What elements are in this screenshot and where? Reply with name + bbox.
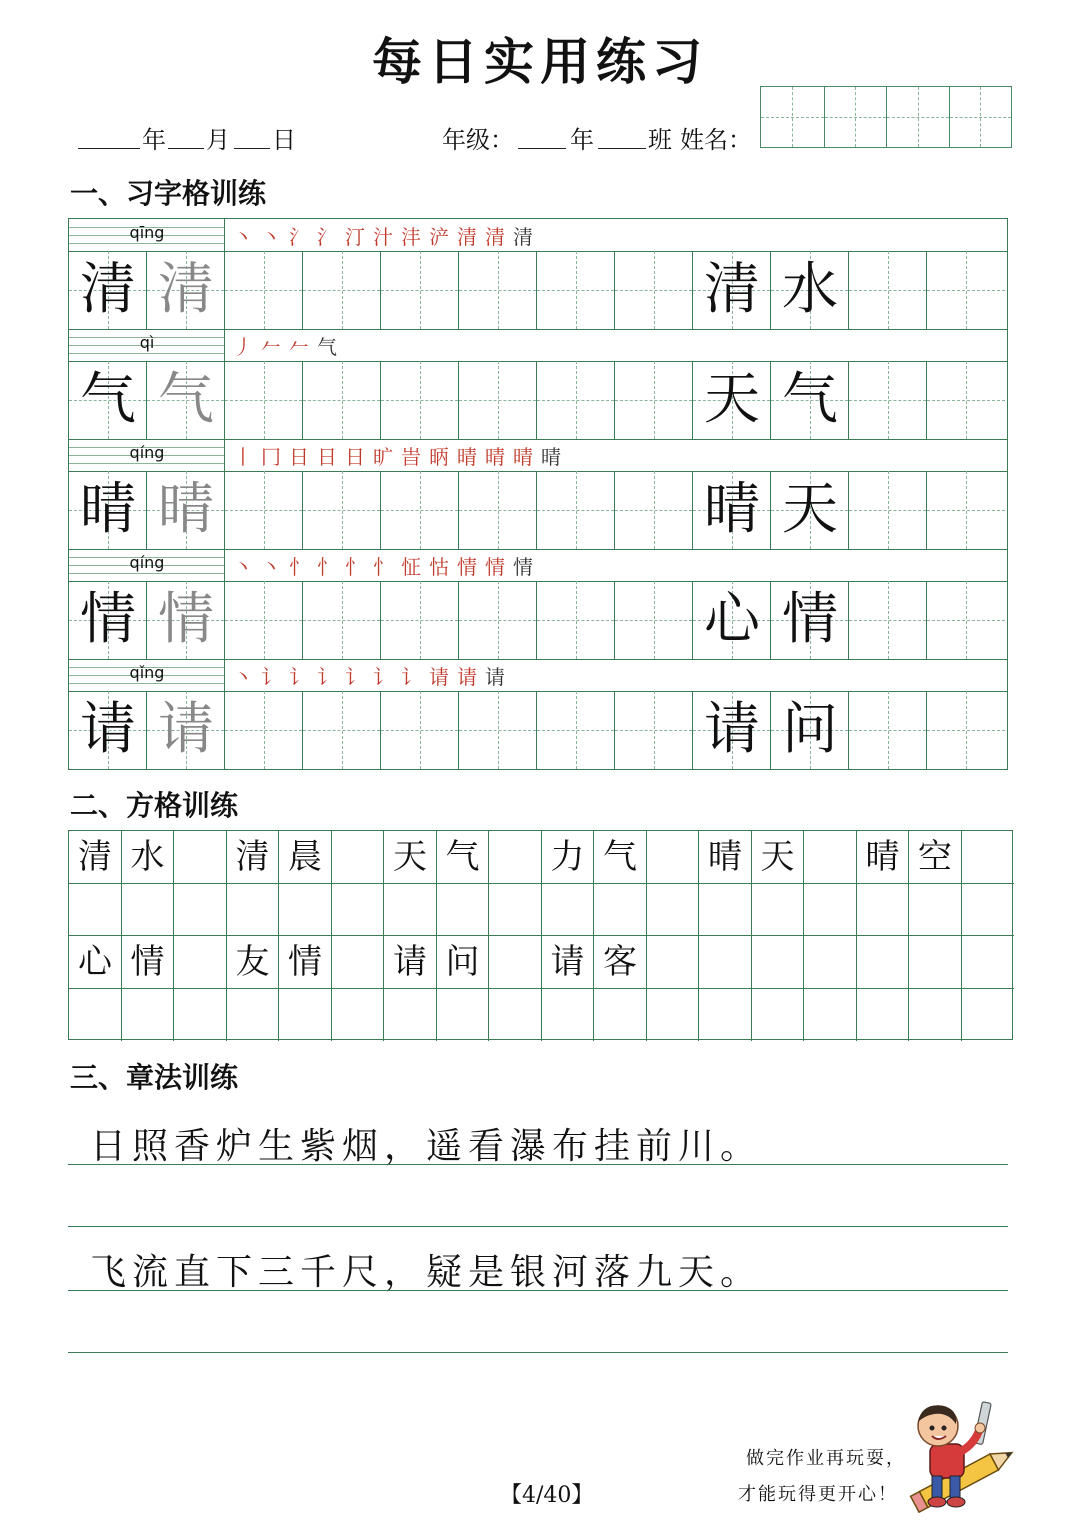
grade-year-label: 年 xyxy=(570,126,594,154)
tian-grid-cell[interactable] xyxy=(537,581,615,659)
stroke-step: 晴 xyxy=(485,445,513,469)
square-cell[interactable] xyxy=(279,884,332,937)
tian-grid-cell[interactable] xyxy=(381,361,459,439)
model-character: 心 xyxy=(704,587,760,652)
stroke-step: 日 xyxy=(317,445,345,469)
stroke-step: 丶 xyxy=(261,555,289,579)
model-character: 天 xyxy=(782,477,838,542)
word-character: 晴 xyxy=(708,837,742,877)
square-cell[interactable] xyxy=(647,936,700,989)
model-character: 清 xyxy=(80,257,136,322)
stroke-step: 清 xyxy=(513,225,541,249)
pinyin-text: qì xyxy=(139,333,155,352)
pinyin-row xyxy=(69,329,1007,362)
stroke-step: 清 xyxy=(457,225,485,249)
tian-grid-cell[interactable] xyxy=(381,691,459,769)
square-cell[interactable] xyxy=(647,989,700,1042)
stroke-step: 晴 xyxy=(513,445,541,469)
word-character: 力 xyxy=(550,837,585,877)
stroke-step: 氵 xyxy=(289,225,317,249)
stroke-step: 浐 xyxy=(429,225,457,249)
class-blank[interactable] xyxy=(598,148,646,149)
stroke-step: 清 xyxy=(485,225,513,249)
tian-grid-cell[interactable] xyxy=(849,361,927,439)
square-cell[interactable] xyxy=(647,831,700,884)
tian-grid-cell[interactable] xyxy=(459,361,537,439)
tian-grid-cell[interactable] xyxy=(225,581,303,659)
tian-grid-cell[interactable] xyxy=(849,691,927,769)
model-character: 请 xyxy=(704,697,760,762)
square-cell[interactable] xyxy=(962,989,1015,1042)
square-cell[interactable] xyxy=(962,884,1015,937)
word-character: 心 xyxy=(78,942,112,982)
model-character: 气 xyxy=(80,367,136,432)
word-character: 问 xyxy=(445,942,480,982)
tian-grid-cell[interactable] xyxy=(849,251,927,329)
square-cell[interactable] xyxy=(594,884,647,937)
square-cell[interactable] xyxy=(542,989,595,1042)
stroke-step: 氵 xyxy=(317,225,345,249)
stroke-step: 昞 xyxy=(429,445,457,469)
square-cell[interactable] xyxy=(332,989,385,1042)
tian-grid-cell xyxy=(147,361,225,439)
stroke-step: 情 xyxy=(513,555,541,579)
trace-character: 气 xyxy=(158,367,214,432)
tian-grid-cell[interactable] xyxy=(303,581,381,659)
square-cell[interactable] xyxy=(857,936,910,989)
stroke-step: 晴 xyxy=(457,445,485,469)
cartoon-boy-icon xyxy=(900,1398,1025,1513)
pinyin-row xyxy=(69,549,1007,582)
tian-grid-cell[interactable] xyxy=(459,251,537,329)
tian-grid-cell[interactable] xyxy=(615,691,693,769)
pinyin-text: qīng xyxy=(129,223,165,242)
tian-grid-cell[interactable] xyxy=(459,471,537,549)
tian-grid-cell xyxy=(771,251,849,329)
name-box[interactable] xyxy=(760,86,1012,148)
writing-line xyxy=(68,1226,1008,1227)
square-cell[interactable] xyxy=(174,989,227,1042)
pinyin-row xyxy=(69,659,1007,692)
pinyin-text: qíng xyxy=(129,553,165,572)
character-row xyxy=(69,581,1007,660)
tian-grid-cell xyxy=(771,581,849,659)
square-cell[interactable] xyxy=(384,989,437,1042)
square-cell[interactable] xyxy=(227,884,280,937)
tian-grid-cell xyxy=(147,581,225,659)
grade-blank[interactable] xyxy=(518,148,566,149)
square-cell[interactable] xyxy=(174,884,227,937)
stroke-step: 讠 xyxy=(261,665,289,689)
stroke-step: 沣 xyxy=(401,225,429,249)
model-character: 问 xyxy=(782,697,838,762)
stroke-step: 旹 xyxy=(401,445,429,469)
stroke-step: 丶 xyxy=(233,555,261,579)
tian-grid-cell[interactable] xyxy=(459,581,537,659)
tian-grid-cell[interactable] xyxy=(615,251,693,329)
square-cell[interactable] xyxy=(174,831,227,884)
square-cell[interactable] xyxy=(69,884,122,937)
poem-line-2: 飞流直下三千尺，疑是银河落九天。 xyxy=(90,1252,763,1293)
grade-label: 年级： xyxy=(442,126,514,154)
tian-grid-cell[interactable] xyxy=(381,471,459,549)
square-cell[interactable] xyxy=(857,884,910,937)
stroke-step: 日 xyxy=(289,445,317,469)
stroke-step: 日 xyxy=(345,445,373,469)
square-cell[interactable] xyxy=(174,936,227,989)
model-character: 情 xyxy=(80,587,136,652)
stroke-step: 讠 xyxy=(373,665,401,689)
stroke-step: 忄 xyxy=(373,555,401,579)
tian-grid-cell[interactable] xyxy=(225,251,303,329)
stroke-step: 旷 xyxy=(373,445,401,469)
day-label: 日 xyxy=(272,126,296,154)
stroke-step: 丶 xyxy=(233,225,261,249)
stroke-step: 汁 xyxy=(373,225,401,249)
square-cell[interactable] xyxy=(752,989,805,1042)
stroke-order xyxy=(233,661,513,690)
word-character: 天 xyxy=(760,837,795,877)
stroke-step: 𠂉 xyxy=(289,335,317,359)
tian-grid-cell[interactable] xyxy=(303,471,381,549)
tian-grid-cell xyxy=(147,251,225,329)
model-character: 晴 xyxy=(704,477,760,542)
square-cell[interactable] xyxy=(332,936,385,989)
tian-grid-cell xyxy=(69,361,147,439)
slogan-line-2: 才能玩得更开心！ xyxy=(738,1484,898,1505)
square-cell[interactable] xyxy=(699,936,752,989)
tian-grid-cell[interactable] xyxy=(615,361,693,439)
tian-grid-cell[interactable] xyxy=(927,471,1005,549)
tian-grid-cell xyxy=(693,471,771,549)
tian-grid-cell xyxy=(771,691,849,769)
square-cell[interactable] xyxy=(489,831,542,884)
tian-grid-cell xyxy=(693,581,771,659)
model-character: 水 xyxy=(782,257,838,322)
square-grid xyxy=(68,830,1013,1040)
character-row xyxy=(69,361,1007,440)
model-character: 晴 xyxy=(80,477,136,542)
square-cell[interactable] xyxy=(804,884,857,937)
tian-grid-cell[interactable] xyxy=(927,251,1005,329)
section3-title: 三、章法训练 xyxy=(70,1061,239,1094)
tian-grid-cell[interactable] xyxy=(615,581,693,659)
stroke-step: 讠 xyxy=(317,665,345,689)
character-row xyxy=(69,691,1007,769)
word-character: 清 xyxy=(78,837,112,877)
word-character: 客 xyxy=(603,942,637,982)
character-row xyxy=(69,251,1007,330)
stroke-step: 忄 xyxy=(317,555,345,579)
stroke-step: 讠 xyxy=(289,665,317,689)
page-title: 每日实用练习 xyxy=(372,32,708,91)
stroke-order xyxy=(233,441,569,470)
square-cell[interactable] xyxy=(804,936,857,989)
square-cell[interactable] xyxy=(489,989,542,1042)
square-cell[interactable] xyxy=(962,831,1015,884)
word-character: 友 xyxy=(235,942,270,982)
stroke-step: 丶 xyxy=(233,665,261,689)
model-character: 清 xyxy=(704,257,760,322)
tian-grid-cell xyxy=(69,471,147,549)
pinyin-text: qǐng xyxy=(129,663,165,682)
tian-grid-cell[interactable] xyxy=(381,251,459,329)
trace-character: 清 xyxy=(158,257,214,322)
poem-line-1: 日照香炉生紫烟，遥看瀑布挂前川。 xyxy=(90,1126,763,1167)
square-cell[interactable] xyxy=(752,884,805,937)
stroke-step: 情 xyxy=(457,555,485,579)
square-cell[interactable] xyxy=(647,884,700,937)
stroke-step: 𠂉 xyxy=(261,335,289,359)
year-blank[interactable] xyxy=(78,148,140,149)
stroke-step: 请 xyxy=(485,665,513,689)
tian-grid-cell[interactable] xyxy=(303,361,381,439)
pinyin-row xyxy=(69,439,1007,472)
stroke-step: 忄 xyxy=(289,555,317,579)
pinyin-row xyxy=(69,219,1007,252)
section2-title: 二、方格训练 xyxy=(70,789,239,822)
slogan-line-1: 做完作业再玩耍， xyxy=(746,1448,906,1469)
stroke-step: 忄 xyxy=(345,555,373,579)
model-character: 情 xyxy=(782,587,838,652)
month-blank[interactable] xyxy=(168,148,204,149)
tian-grid-cell[interactable] xyxy=(537,471,615,549)
word-character: 清 xyxy=(235,837,270,877)
tian-grid-cell[interactable] xyxy=(225,691,303,769)
model-character: 气 xyxy=(782,367,838,432)
class-label: 班 xyxy=(648,126,672,154)
word-character: 情 xyxy=(130,942,165,982)
stroke-order xyxy=(233,221,541,250)
square-cell[interactable] xyxy=(437,884,490,937)
square-cell[interactable] xyxy=(489,936,542,989)
word-character: 天 xyxy=(393,837,427,877)
stroke-step: 汀 xyxy=(345,225,373,249)
stroke-step: 怙 xyxy=(429,555,457,579)
word-character: 气 xyxy=(445,837,480,877)
stroke-order xyxy=(233,551,541,580)
stroke-step: 怔 xyxy=(401,555,429,579)
tian-grid-cell[interactable] xyxy=(849,471,927,549)
writing-line xyxy=(68,1164,1008,1165)
word-character: 晴 xyxy=(865,837,900,877)
tian-grid-cell[interactable] xyxy=(537,361,615,439)
tian-grid-cell xyxy=(693,361,771,439)
square-cell[interactable] xyxy=(69,989,122,1042)
tian-grid-cell[interactable] xyxy=(927,361,1005,439)
tian-grid-cell xyxy=(69,691,147,769)
word-character: 情 xyxy=(288,942,322,982)
stroke-step: 丿 xyxy=(233,335,261,359)
tian-grid-cell[interactable] xyxy=(225,361,303,439)
word-character: 空 xyxy=(918,837,952,877)
tian-grid-cell[interactable] xyxy=(537,691,615,769)
stroke-step: 晴 xyxy=(541,445,569,469)
square-cell[interactable] xyxy=(384,884,437,937)
stroke-order xyxy=(233,331,345,360)
tian-grid-cell[interactable] xyxy=(459,691,537,769)
tian-grid-cell[interactable] xyxy=(537,251,615,329)
square-cell[interactable] xyxy=(699,989,752,1042)
page-number: 【4/40】 xyxy=(500,1483,594,1508)
trace-character: 情 xyxy=(158,587,214,652)
square-cell[interactable] xyxy=(489,884,542,937)
tian-grid-cell xyxy=(147,471,225,549)
tian-grid-cell xyxy=(69,251,147,329)
square-cell[interactable] xyxy=(699,884,752,937)
tian-grid-cell[interactable] xyxy=(303,691,381,769)
day-blank[interactable] xyxy=(234,148,270,149)
stroke-step: 请 xyxy=(457,665,485,689)
stroke-step: 丨 xyxy=(233,445,261,469)
writing-line xyxy=(68,1352,1008,1353)
stroke-step: 气 xyxy=(317,335,345,359)
square-cell[interactable] xyxy=(909,884,962,937)
square-cell[interactable] xyxy=(909,936,962,989)
model-character: 天 xyxy=(704,367,760,432)
character-row xyxy=(69,471,1007,550)
tian-grid-cell xyxy=(693,251,771,329)
square-cell[interactable] xyxy=(279,989,332,1042)
tian-grid-cell[interactable] xyxy=(927,581,1005,659)
square-cell[interactable] xyxy=(122,989,175,1042)
tian-grid-cell[interactable] xyxy=(225,471,303,549)
tian-grid-cell xyxy=(69,581,147,659)
word-character: 请 xyxy=(393,942,427,982)
square-cell[interactable] xyxy=(227,989,280,1042)
square-cell[interactable] xyxy=(594,989,647,1042)
tian-grid-cell xyxy=(771,361,849,439)
square-cell[interactable] xyxy=(804,989,857,1042)
square-cell[interactable] xyxy=(962,936,1015,989)
square-cell[interactable] xyxy=(122,884,175,937)
stroke-step: 丶 xyxy=(261,225,289,249)
tian-grid-cell[interactable] xyxy=(927,691,1005,769)
stroke-step: 讠 xyxy=(345,665,373,689)
model-character: 请 xyxy=(80,697,136,762)
writing-line xyxy=(68,1290,1008,1291)
word-character: 请 xyxy=(550,942,585,982)
trace-character: 请 xyxy=(158,697,214,762)
stroke-step: 冂 xyxy=(261,445,289,469)
name-label: 姓名： xyxy=(680,126,752,154)
square-cell[interactable] xyxy=(332,884,385,937)
tian-grid-cell[interactable] xyxy=(381,581,459,659)
tian-grid-cell xyxy=(693,691,771,769)
month-label: 月 xyxy=(206,126,230,154)
square-cell[interactable] xyxy=(437,989,490,1042)
square-cell[interactable] xyxy=(857,989,910,1042)
square-cell[interactable] xyxy=(542,884,595,937)
tian-grid-cell xyxy=(147,691,225,769)
stroke-step: 情 xyxy=(485,555,513,579)
character-grid xyxy=(68,218,1008,770)
square-cell[interactable] xyxy=(909,989,962,1042)
stroke-step: 讠 xyxy=(401,665,429,689)
pinyin-text: qíng xyxy=(129,443,165,462)
tian-grid-cell xyxy=(771,471,849,549)
section1-title: 一、习字格训练 xyxy=(70,177,267,210)
square-cell[interactable] xyxy=(332,831,385,884)
square-cell[interactable] xyxy=(804,831,857,884)
year-label: 年 xyxy=(142,126,166,154)
tian-grid-cell[interactable] xyxy=(615,471,693,549)
square-cell[interactable] xyxy=(752,936,805,989)
word-character: 晨 xyxy=(288,837,322,877)
word-character: 气 xyxy=(603,837,637,877)
stroke-step: 请 xyxy=(429,665,457,689)
word-character: 水 xyxy=(130,837,165,877)
trace-character: 晴 xyxy=(158,477,214,542)
tian-grid-cell[interactable] xyxy=(849,581,927,659)
tian-grid-cell[interactable] xyxy=(303,251,381,329)
